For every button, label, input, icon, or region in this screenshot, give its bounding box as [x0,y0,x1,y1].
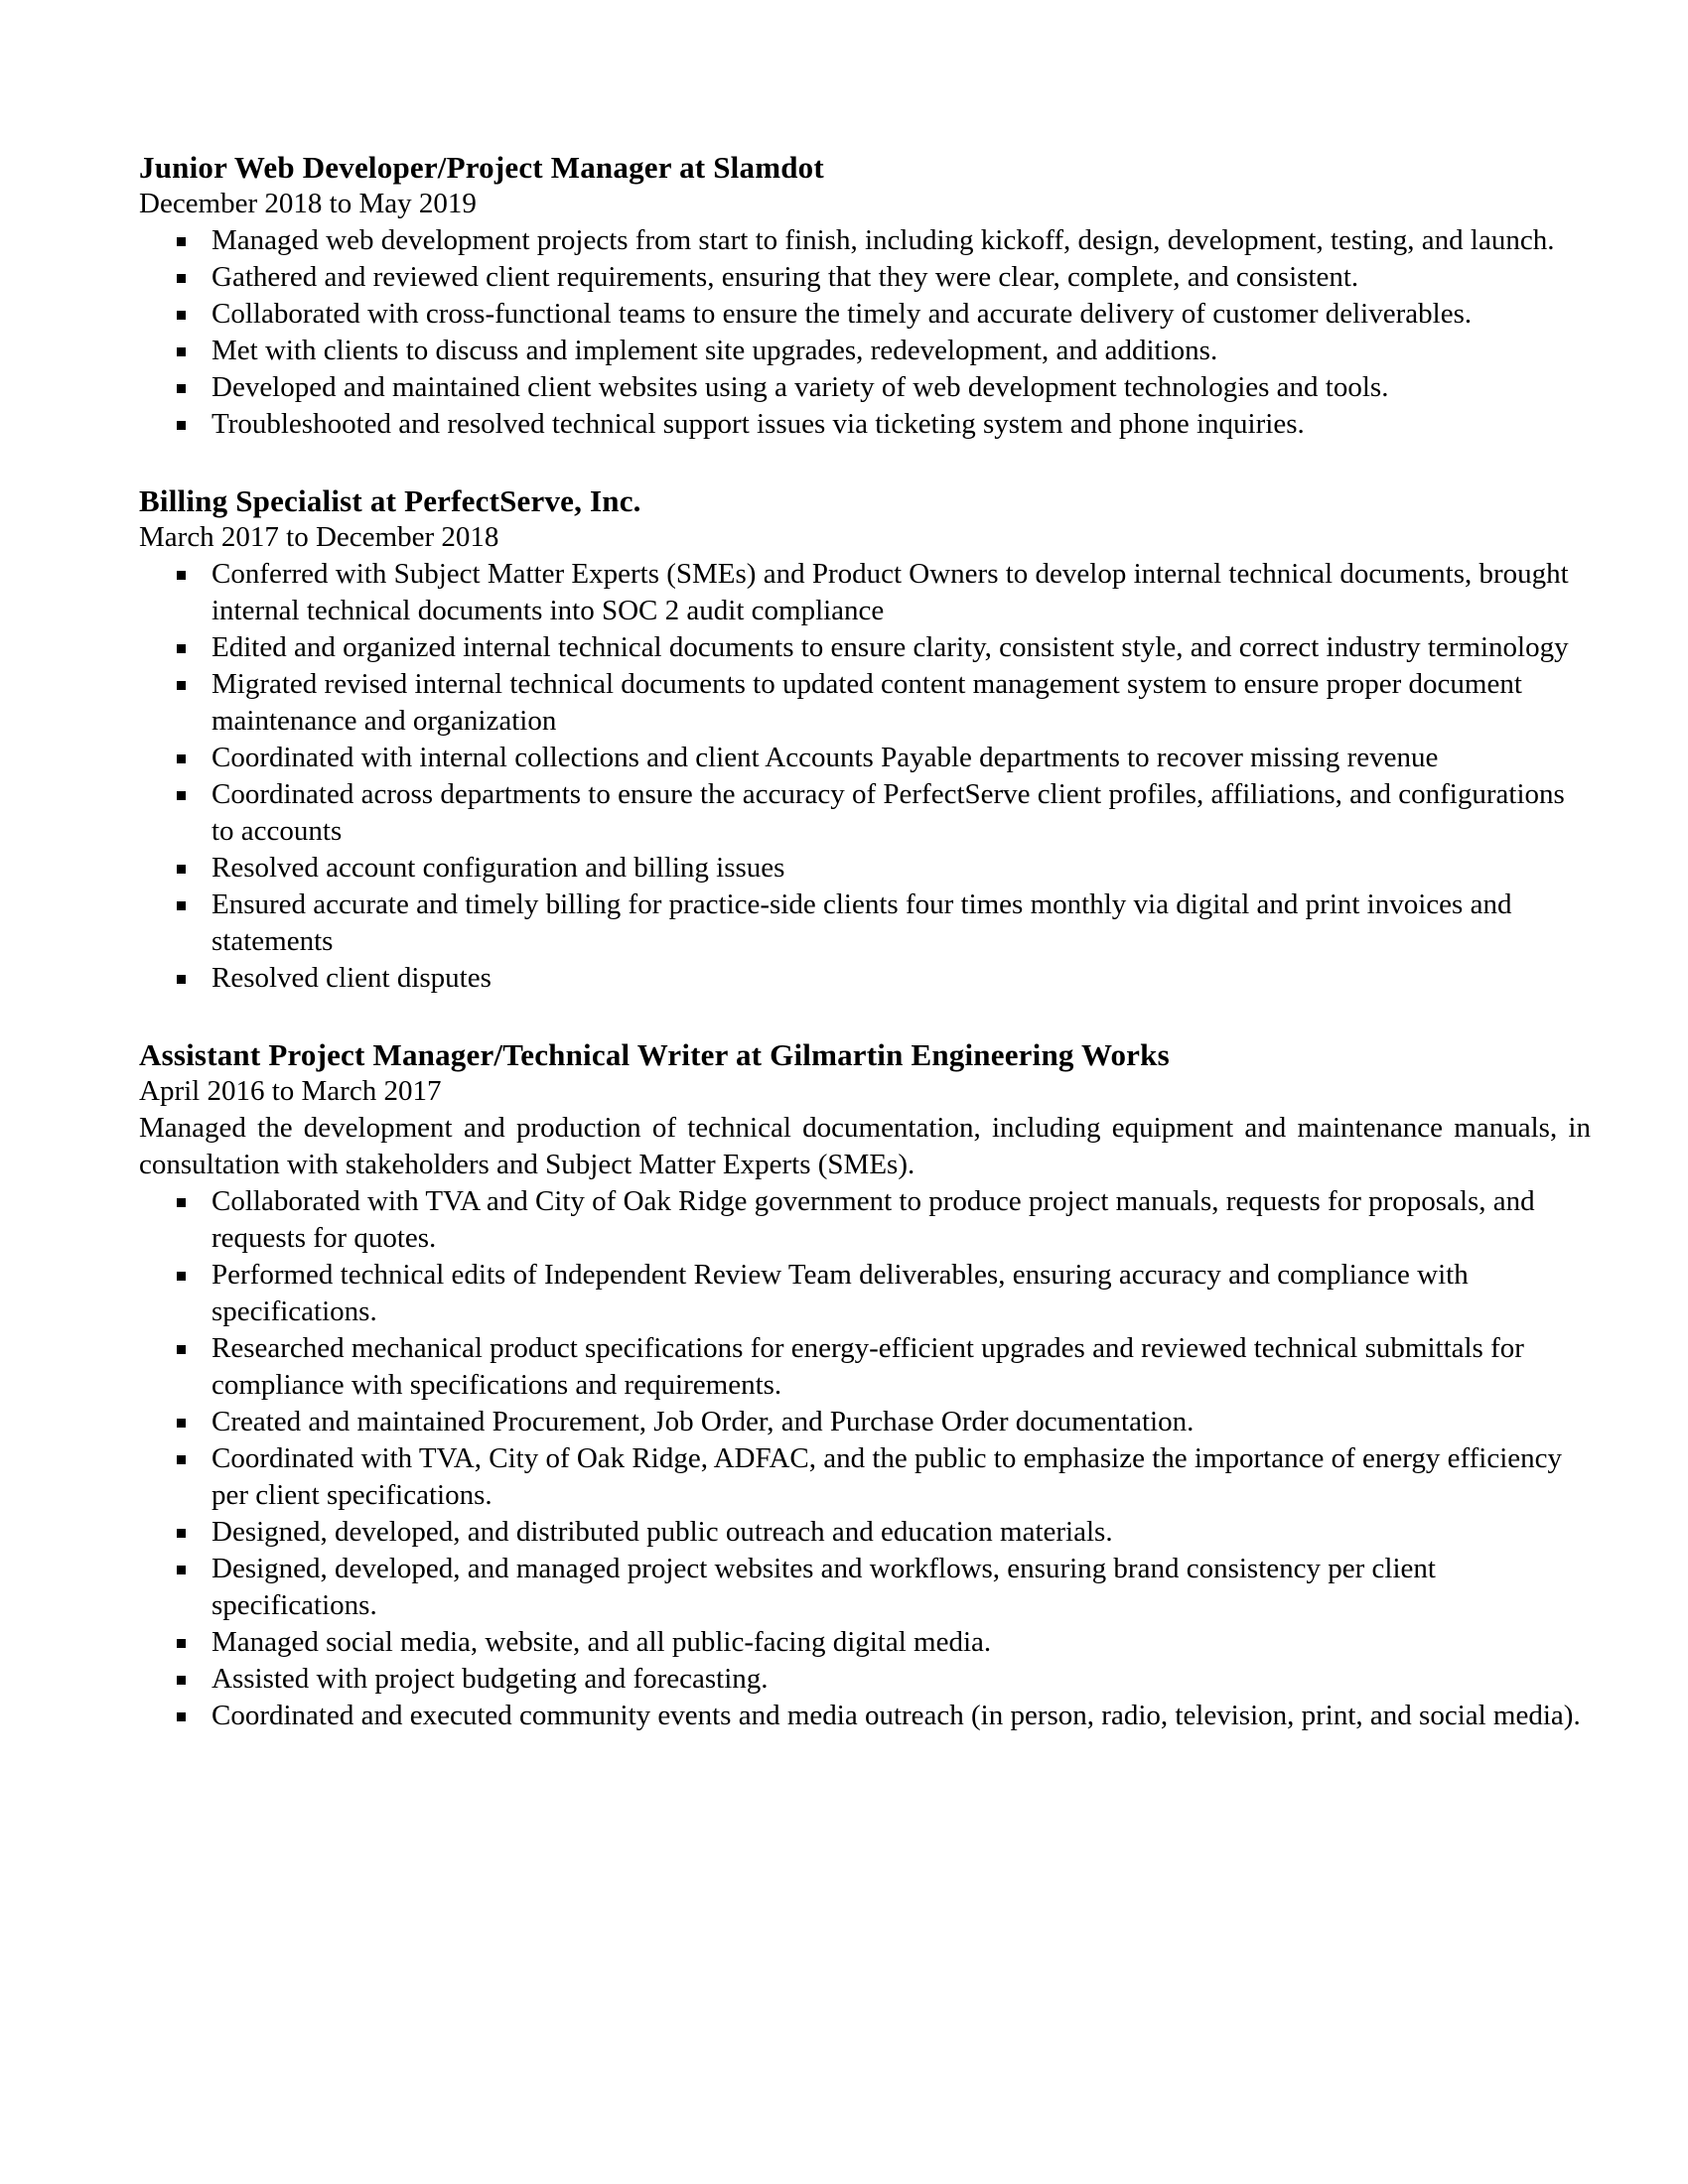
job-title: Junior Web Developer/Project Manager at Slamdot [139,150,824,185]
bullet-text: Created and maintained Procurement, Job Order, and Purchase Order documentation. [211,1406,1195,1437]
bullet-item [139,406,1591,443]
bullet-square-icon [177,901,186,910]
job-bullet-list [139,222,1591,443]
bullet-square-icon [177,421,186,430]
bullet-text: Assisted with project budgeting and forecasting. [211,1663,769,1695]
bullet-item [139,629,1591,666]
bullet-text: Migrated revised internal technical documents to updated content management system to ensure proper document maintenance and organization [211,668,1522,737]
bullet-square-icon [177,975,186,984]
bullet-item [139,1330,1591,1404]
bullet-square-icon [177,1272,186,1281]
bullet-square-icon [177,1455,186,1464]
bullet-text: Coordinated across departments to ensure the accuracy of PerfectServe client profiles, affiliations, and configurations to accounts [211,778,1565,847]
bullet-item [139,333,1591,369]
bullet-text: Performed technical edits of Independent Review Team deliverables, ensuring accuracy and compliance with specifications. [211,1259,1469,1327]
bullet-square-icon [177,644,186,653]
job-section-slamdot [139,149,1591,443]
bullet-square-icon [177,274,186,283]
bullet-item [139,740,1591,776]
bullet-item [139,1661,1591,1698]
bullet-text: Coordinated with internal collections and client Accounts Payable departments to recover missing revenue [211,742,1439,773]
bullet-text: Managed web development projects from start to finish, including kickoff, design, development, testing, and launch. [211,224,1555,256]
bullet-item [139,222,1591,259]
resume-content [139,149,1591,1734]
bullet-item [139,850,1591,887]
bullet-item [139,1257,1591,1330]
job-dates: April 2016 to March 2017 [139,1075,442,1107]
bullet-item [139,960,1591,997]
bullet-text: Resolved client disputes [211,962,492,994]
bullet-item [139,296,1591,333]
bullet-text: Researched mechanical product specifications for energy-efficient upgrades and reviewed technical submittals for compliance with specifications and requirements. [211,1332,1524,1401]
bullet-text: Collaborated with cross-functional teams to ensure the timely and accurate delivery of customer deliverables. [211,298,1473,330]
bullet-text: Edited and organized internal technical documents to ensure clarity, consistent style, and correct industry terminology [211,631,1569,663]
bullet-text: Coordinated with TVA, City of Oak Ridge, ADFAC, and the public to emphasize the importance of energy efficiency per client specifications. [211,1442,1563,1511]
bullet-square-icon [177,681,186,690]
bullet-square-icon [177,865,186,874]
bullet-square-icon [177,237,186,246]
job-title: Billing Specialist at PerfectServe, Inc. [139,483,641,518]
bullet-text: Collaborated with TVA and City of Oak Ridge government to produce project manuals, requests for proposals, and requests for quotes. [211,1185,1535,1254]
bullet-square-icon [177,1345,186,1354]
bullet-square-icon [177,571,186,580]
bullet-text: Gathered and reviewed client requirements, ensuring that they were clear, complete, and consistent. [211,261,1359,293]
bullet-square-icon [177,311,186,320]
job-summary: Managed the development and production of technical documentation, including equipment and maintenance manuals, in consultation with stakeholders and Subject Matter Experts (SMEs). [139,1112,1591,1180]
bullet-text: Resolved account configuration and billing issues [211,852,785,884]
job-bullet-list [139,1183,1591,1734]
bullet-text: Managed social media, website, and all public-facing digital media. [211,1626,992,1658]
bullet-text: Troubleshooted and resolved technical support issues via ticketing system and phone inquiries. [211,408,1305,440]
bullet-item [139,1698,1591,1734]
bullet-item [139,259,1591,296]
bullet-item [139,887,1591,960]
bullet-text: Met with clients to discuss and implement site upgrades, redevelopment, and additions. [211,335,1218,366]
bullet-item [139,1440,1591,1514]
bullet-square-icon [177,384,186,393]
bullet-square-icon [177,1419,186,1428]
bullet-square-icon [177,1566,186,1574]
bullet-item [139,556,1591,629]
bullet-text: Designed, developed, and distributed public outreach and education materials. [211,1516,1113,1548]
bullet-text: Designed, developed, and managed project websites and workflows, ensuring brand consistency per client specifications. [211,1553,1436,1621]
bullet-square-icon [177,1529,186,1538]
bullet-item [139,1624,1591,1661]
bullet-text: Ensured accurate and timely billing for practice-side clients four times monthly via digital and print invoices and statements [211,888,1512,957]
bullet-item [139,666,1591,740]
bullet-item [139,369,1591,406]
bullet-square-icon [177,1712,186,1721]
bullet-item [139,1514,1591,1551]
bullet-square-icon [177,1639,186,1648]
bullet-item [139,776,1591,850]
bullet-square-icon [177,1198,186,1207]
job-section-gilmartin [139,1036,1591,1734]
job-title: Assistant Project Manager/Technical Writer at Gilmartin Engineering Works [139,1037,1170,1072]
bullet-item [139,1183,1591,1257]
job-dates: December 2018 to May 2019 [139,188,477,219]
bullet-square-icon [177,791,186,800]
bullet-square-icon [177,1676,186,1685]
bullet-square-icon [177,347,186,356]
bullet-text: Developed and maintained client websites using a variety of web development technologies and tools. [211,371,1389,403]
bullet-square-icon [177,754,186,763]
bullet-item [139,1551,1591,1624]
job-bullet-list [139,556,1591,997]
bullet-text: Conferred with Subject Matter Experts (SMEs) and Product Owners to develop internal technical documents, brought internal technical documents into SOC 2 audit compliance [211,558,1569,626]
bullet-text: Coordinated and executed community events and media outreach (in person, radio, television, print, and social media). [211,1700,1581,1731]
job-section-perfectserve [139,482,1591,997]
bullet-item [139,1404,1591,1440]
job-dates: March 2017 to December 2018 [139,521,499,553]
